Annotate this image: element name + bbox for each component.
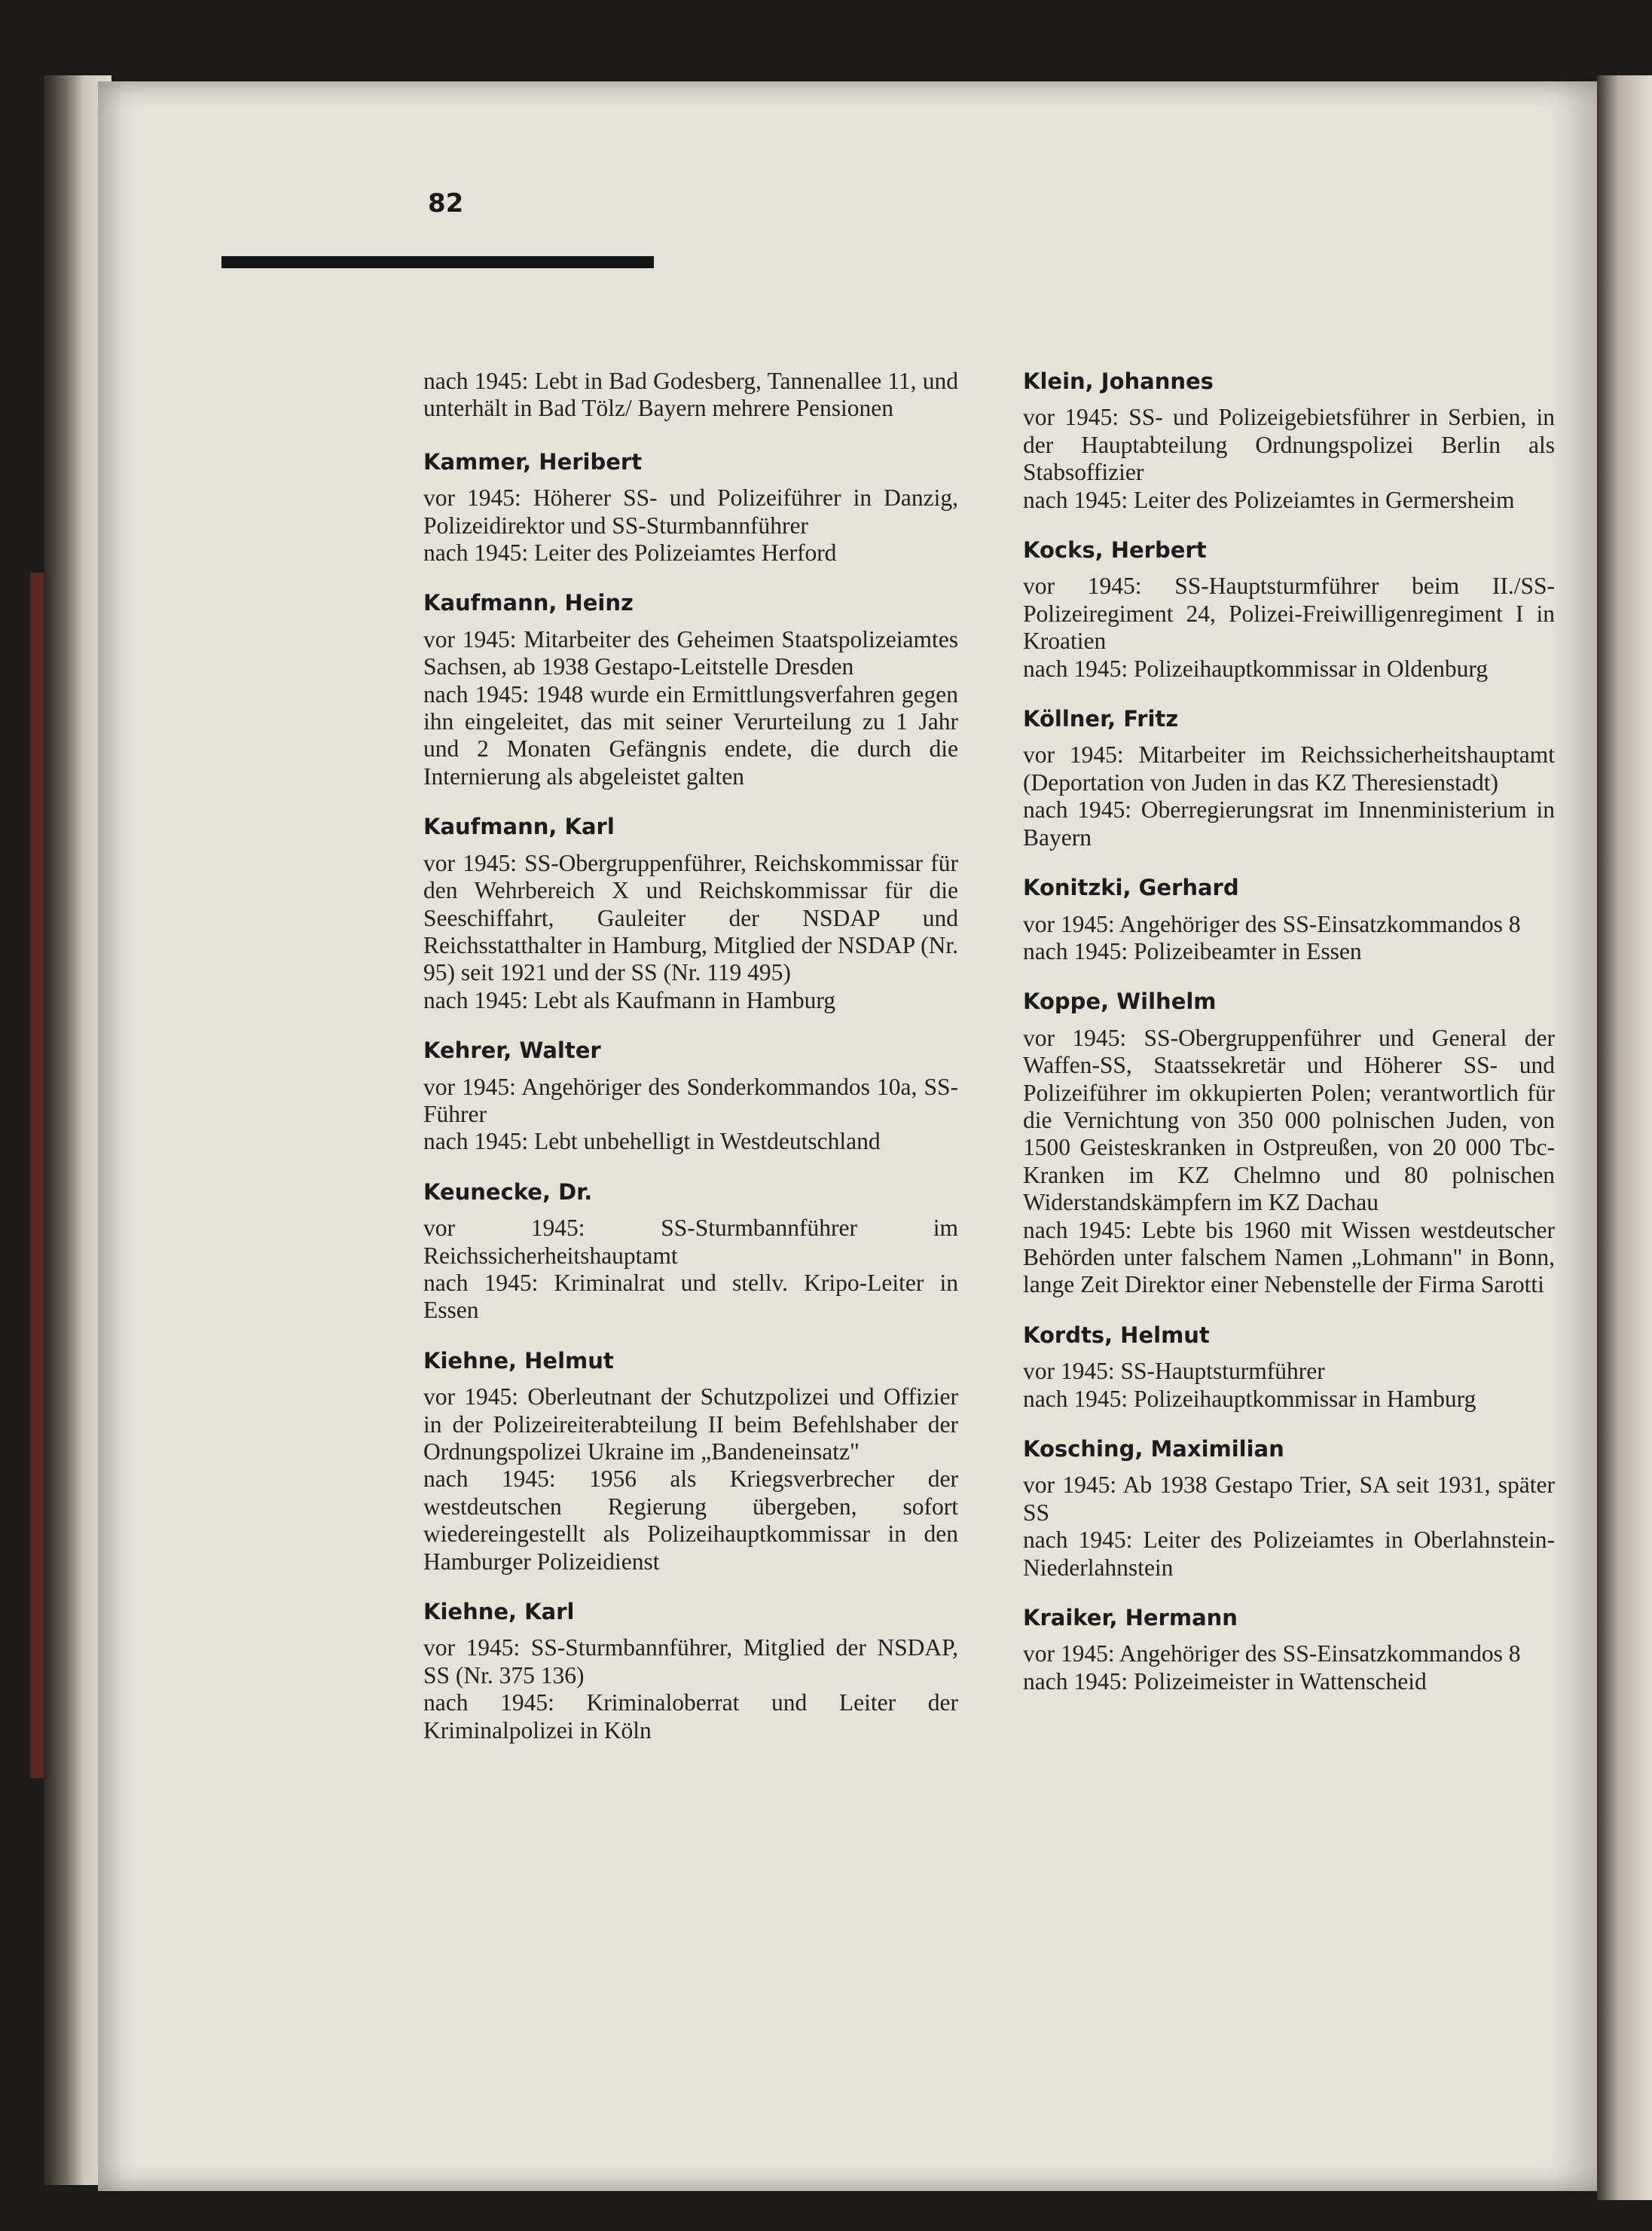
entry-vor: vor 1945: Angehöriger des Sonderkommandos 10a, SS-Führer [423,1073,958,1127]
page-number: 82 [428,188,464,219]
entry [423,1037,958,1156]
entry [1023,874,1555,965]
entry-name: Kosching, Maximilian [1023,1436,1284,1462]
entry-name: Keunecke, Dr. [423,1178,593,1205]
entry-nach: nach 1945: Polizeihauptkommissar in Hamburg [1023,1385,1476,1412]
entry-vor: vor 1945: SS- und Polizeigebietsführer in Serbien, in der Hauptabteilung Ordnungspolizei Berlin als Stabsoffizier [1023,404,1555,486]
entry [1023,1604,1555,1695]
entry-vor: vor 1945: SS-Hauptsturmführer beim II./SS-Polizeiregiment 24, Polizei-Freiwilligenregiment I in Kroatien [1023,573,1555,655]
entry-vor: vor 1945: SS-Sturmbannführer im Reichssicherheitshauptamt [423,1215,958,1269]
entry-name: Kiehne, Karl [423,1599,575,1625]
entry-name: Kraiker, Hermann [1023,1605,1238,1631]
entry [1023,536,1555,683]
entry-nach: nach 1945: 1948 wurde ein Ermittlungsverfahren gegen ihn eingeleitet, das mit seiner Verurteilung zu 1 Jahr und 2 Monaten Gefängnis endete, die durch die Internierung als abgeleistet galten [423,680,958,790]
entry-name: Kordts, Helmut [1023,1322,1210,1348]
entry-name: Kaufmann, Heinz [423,590,634,616]
intro-text: nach 1945: Lebt in Bad Godesberg, Tannenallee 11, und unterhält in Bad Tölz/ Bayern mehrere Pensionen [423,368,958,422]
entry-nach: nach 1945: Kriminalrat und stellv. Kripo-Leiter in Essen [423,1269,958,1324]
entry-vor: vor 1945: Ab 1938 Gestapo Trier, SA seit 1931, später SS [1023,1472,1555,1526]
entry [1023,1322,1555,1413]
entry [423,1347,958,1575]
entry-nach: nach 1945: Polizeimeister in Wattenscheid [1023,1667,1427,1695]
entry-nach: nach 1945: Lebt als Kaufmann in Hamburg [423,986,836,1013]
entry-vor: vor 1945: SS-Obergruppenführer, Reichskommissar für den Wehrbereich X und Reichskommissar für die Seeschiffahrt, Gauleiter der NSDAP und Reichsstatthalter in Hamburg, Mitglied der NSDAP (Nr. 95) seit 1921 und der SS (Nr. 119 495) [423,849,958,986]
intro-entry [423,368,958,423]
entry-name: Kaufmann, Karl [423,814,615,840]
entry [1023,1435,1555,1582]
entry-vor: vor 1945: Höherer SS- und Polizeiführer in Danzig, Polizeidirektor und SS-Sturmbannführer [423,484,958,539]
entry-name: Köllner, Fritz [1023,706,1179,732]
entry-nach: nach 1945: Lebte bis 1960 mit Wissen westdeutscher Behörden unter falschem Namen „Lohmann" in Bonn, lange Zeit Direktor einer Nebenstelle der Firma Sarotti [1023,1216,1555,1298]
entry [1023,705,1555,851]
left-column [423,368,958,1767]
entry-vor: vor 1945: Oberleutnant der Schutzpolizei und Offizier in der Polizeireiterabteilung II beim Befehlshaber der Ordnungspolizei Ukraine im „Bandeneinsatz" [423,1383,958,1465]
entry-name: Klein, Johannes [1023,368,1214,394]
entry-name: Koppe, Wilhelm [1023,989,1217,1015]
entry-vor: vor 1945: Angehöriger des SS-Einsatzkommandos 8 [1023,910,1521,937]
entry [423,589,958,790]
entry-nach: nach 1945: Polizeibeamter in Essen [1023,937,1362,964]
entry-vor: vor 1945: Mitarbeiter im Reichssicherheitshauptamt (Deportation von Juden in das KZ Theresienstadt) [1023,741,1555,796]
right-column [1023,368,1555,1718]
header-rule [221,256,654,268]
entry-nach: nach 1945: 1956 als Kriegsverbrecher der westdeutschen Regierung übergeben, sofort wiedereingestellt als Polizeihauptkommissar in den Hamburger Polizeidienst [423,1465,958,1575]
page-stack-right [1597,75,1652,2200]
entry-name: Konitzki, Gerhard [1023,875,1239,901]
entry-vor: vor 1945: Mitarbeiter des Geheimen Staatspolizeiamtes Sachsen, ab 1938 Gestapo-Leitstelle Dresden [423,625,958,680]
entry-nach: nach 1945: Lebt unbehelligt in Westdeutschland [423,1128,881,1155]
entry-vor: vor 1945: SS-Sturmbannführer, Mitglied der NSDAP, SS (Nr. 375 136) [423,1634,958,1689]
entry-nach: nach 1945: Leiter des Polizeiamtes in Oberlahnstein-Niederlahnstein [1023,1527,1555,1581]
entry-nach: nach 1945: Leiter des Polizeiamtes in Germersheim [1023,486,1515,513]
entry-name: Kocks, Herbert [1023,537,1207,564]
entry-nach: nach 1945: Polizeihauptkommissar in Oldenburg [1023,655,1489,682]
entry-name: Kehrer, Walter [423,1038,601,1064]
entry [1023,988,1555,1298]
entry [423,1598,958,1744]
entry-vor: vor 1945: SS-Obergruppenführer und General der Waffen-SS, Staatssekretär und Höherer SS- und Polizeiführer im okkupierten Polen; verantwortlich für die Vernichtung von 350 000 polnischen Juden, von 1500 Geisteskranken in Ostpreußen, von 20 000 Tbc-Kranken im KZ Chelmno und 80 polnischen Widerstandskämpfern im KZ Dachau [1023,1024,1555,1216]
entry-name: Kiehne, Helmut [423,1347,614,1374]
entry-nach: nach 1945: Leiter des Polizeiamtes Herford [423,539,837,567]
entry [423,1178,958,1325]
entry [423,448,958,567]
entry-vor: vor 1945: SS-Hauptsturmführer [1023,1358,1325,1385]
entry-nach: nach 1945: Kriminaloberrat und Leiter der Kriminalpolizei in Köln [423,1689,958,1744]
entry-vor: vor 1945: Angehöriger des SS-Einsatzkommandos 8 [1023,1640,1521,1667]
entry [1023,368,1555,514]
entry-nach: nach 1945: Oberregierungsrat im Innenministerium in Bayern [1023,796,1555,851]
entry [423,813,958,1014]
entry-name: Kammer, Heribert [423,448,643,475]
